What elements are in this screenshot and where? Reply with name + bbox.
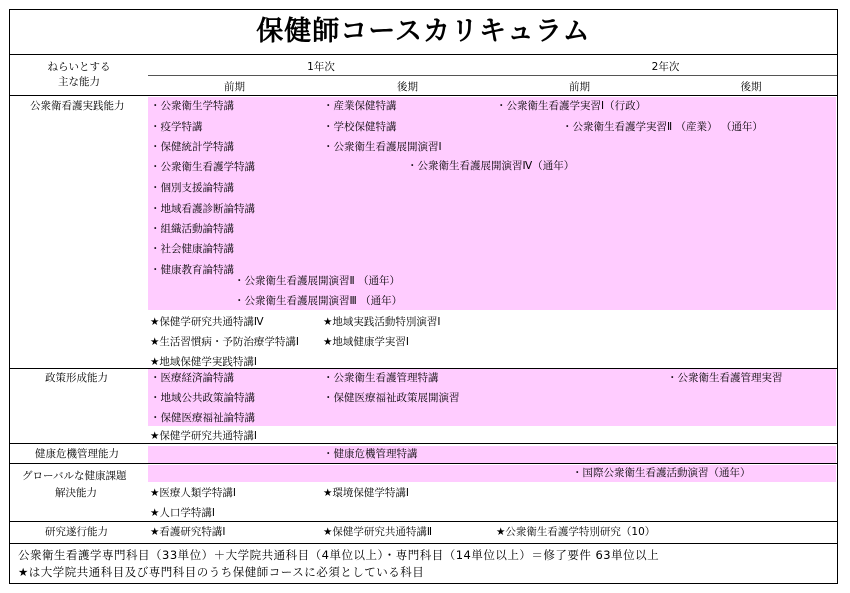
header-year2: 2年次 [651, 61, 680, 73]
header-y2-second: 後期 [740, 81, 762, 93]
required-course: ★生活習慣病・予防治療学特講Ⅰ [150, 336, 300, 348]
required-course: ★地域実践活動特別演習Ⅰ [323, 316, 441, 328]
required-course: ★環境保健学特講Ⅰ [323, 487, 410, 499]
course-item: ・組織活動論特講 [150, 223, 234, 235]
course-item: ・公衆衛生看護管理特講 [323, 372, 439, 384]
header-y1-second: 後期 [397, 81, 418, 93]
label-global-1: グローバルな健康課題 [22, 470, 127, 482]
required-course: ★看護研究特講Ⅰ [150, 526, 226, 538]
rule-research [10, 543, 837, 544]
course-item: ・保健医療福祉政策展開演習 [323, 392, 460, 404]
course-item: ・公衆衛生看護学特講 [150, 161, 255, 173]
course-item: ・保健医療福祉論特講 [150, 412, 255, 424]
rule-practice [10, 368, 837, 369]
header-year1: 1年次 [307, 61, 335, 73]
course-item: ・個別支援論特講 [150, 182, 234, 194]
course-item: ・疫学特講 [150, 121, 203, 133]
footer-requirement: 公衆衛生看護学専門科目（33単位）＋大学院共通科目（4単位以上）・専門科目（14単位以上）＝修了要件 63単位以上 [18, 548, 660, 562]
header-y1-first: 前期 [224, 81, 245, 93]
required-course: ★地域健康学実習Ⅰ [323, 336, 410, 348]
rule-crisis [10, 463, 837, 464]
course-item: ・健康危機管理特講 [323, 448, 418, 460]
required-course: ★地域保健学実践特講Ⅰ [150, 356, 258, 368]
required-course: ★保健学研究共通特講Ⅳ [150, 316, 264, 328]
required-course: ★公衆衛生看護学特別研究（10） [496, 526, 656, 538]
course-item: ・公衆衛生看護展開演習Ⅳ（通年） [407, 160, 575, 172]
course-item: ・公衆衛生看護展開演習Ⅲ （通年） [234, 295, 403, 307]
label-global-2: 解決能力 [55, 487, 97, 499]
header-y2-first: 前期 [569, 81, 590, 93]
required-course: ★保健学研究共通特講Ⅱ [323, 526, 433, 538]
course-item: ・公衆衛生看護管理実習 [667, 372, 783, 384]
label-research: 研究遂行能力 [45, 526, 108, 538]
course-item: ・医療経済論特講 [150, 372, 234, 384]
course-item: ・公衆衛生看護展開演習Ⅱ （通年） [234, 275, 401, 287]
course-item: ・健康教育論特講 [150, 264, 234, 276]
course-item: ・産業保健特講 [323, 100, 397, 112]
footer-legend: ★は大学院共通科目及び専門科目のうち保健師コースに必須としている科目 [18, 565, 425, 579]
required-course: ★医療人類学特講Ⅰ [150, 487, 237, 499]
course-item: ・国際公衆衛生看護活動演習（通年） [572, 467, 751, 479]
header-ability-2: 主な能力 [58, 76, 100, 88]
rule-year [148, 75, 837, 76]
course-item: ・公衆衛生看護展開演習Ⅰ [323, 141, 442, 153]
required-course: ★保健学研究共通特講Ⅰ [150, 430, 258, 442]
course-item: ・公衆衛生看護学実習Ⅰ（行政） [496, 100, 647, 112]
course-item: ・地域公共政策論特講 [150, 392, 255, 404]
label-practice: 公衆衛看護実践能力 [30, 100, 125, 112]
rule-title [10, 54, 837, 55]
course-item: ・地域看護診断論特講 [150, 203, 255, 215]
course-item: ・学校保健特講 [323, 121, 397, 133]
rule-policy [10, 443, 837, 444]
rule-global [10, 521, 837, 522]
page-title: 保健師コースカリキュラム [256, 16, 591, 47]
label-policy: 政策形成能力 [45, 372, 108, 384]
course-item: ・社会健康論特講 [150, 243, 234, 255]
course-item: ・保健統計学特講 [150, 141, 234, 153]
rule-header [10, 95, 837, 96]
header-ability-1: ねらいとする [47, 61, 111, 73]
label-crisis: 健康危機管理能力 [35, 448, 119, 460]
course-item: ・公衆衛生看護学実習Ⅱ （産業） （通年） [562, 121, 763, 133]
course-item: ・公衆衛生学特講 [150, 100, 234, 112]
highlight-crisis [148, 446, 836, 463]
required-course: ★人口学特講Ⅰ [150, 507, 216, 519]
